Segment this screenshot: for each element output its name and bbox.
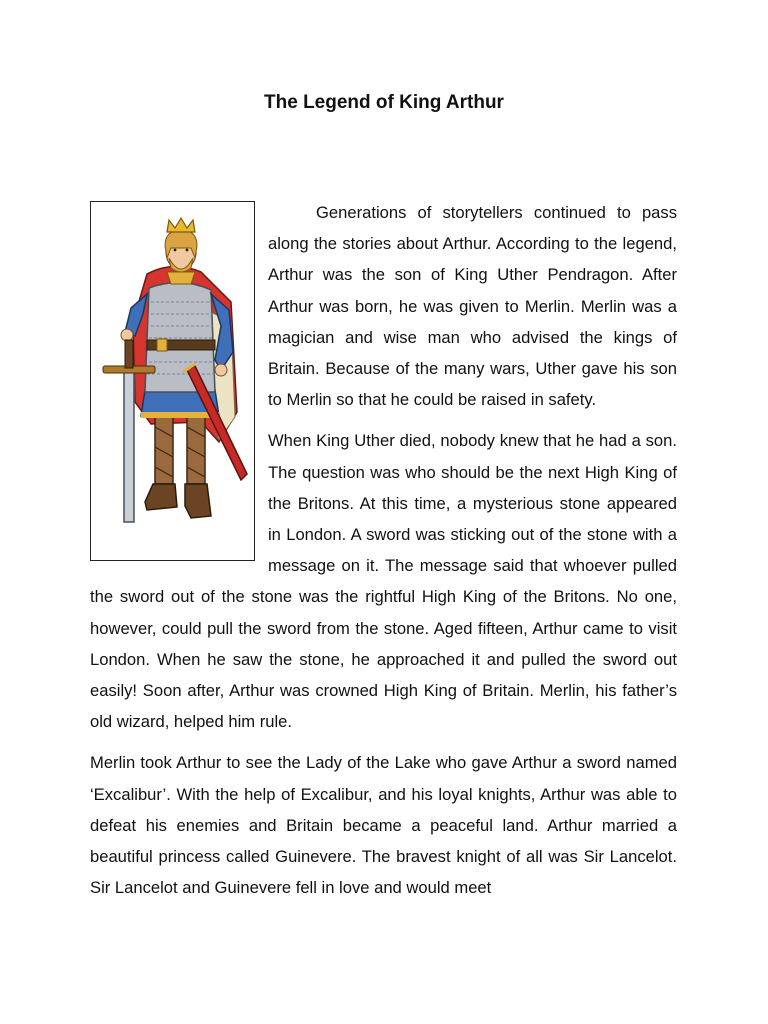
paragraph: Generations of storytellers continued to pass along the stories about Arthur. According to the legend, Arthur was the son of King Uther Pendragon. After Arthur was born, he was given to Merlin. Merlin was a magician and wise man who advised the kings of Britain. Because of the many wars, Uther gave his son to Merlin so that he could be raised in safety. <box>268 203 677 410</box>
paragraph: When King Uther died, nobody knew that he had a son. The question was who should be the next High King of the Britons. At this time, a mysterious stone appeared in London. A sword was sticking out of the stone with a message on it. The message said that whoever pulled the sword out of the stone was the rightful High King of the Britons. No one, however, could pull the sword from the stone. Aged fifteen, Arthur came to visit London. When he saw the stone, he approached it and pulled the sword out easily! Soon after, Arthur was crowned High King of Britain. Merlin, his father’s old wizard, helped him rule. <box>90 431 677 732</box>
page-title: The Legend of King Arthur <box>264 92 504 113</box>
paragraph: Merlin took Arthur to see the Lady of the Lake who gave Arthur a sword named ‘Excalibur’. With the help of Excalibur, and his loyal knights, Arthur was able to defeat his enemies and Britain became a peaceful land. Arthur married a beautiful princess called Guinevere. The bravest knight of all was Sir Lancelot. Sir Lancelot and Guinevere fell in love and would meet <box>90 753 677 898</box>
article-body <box>90 197 677 913</box>
illustration-spacer <box>90 197 268 565</box>
